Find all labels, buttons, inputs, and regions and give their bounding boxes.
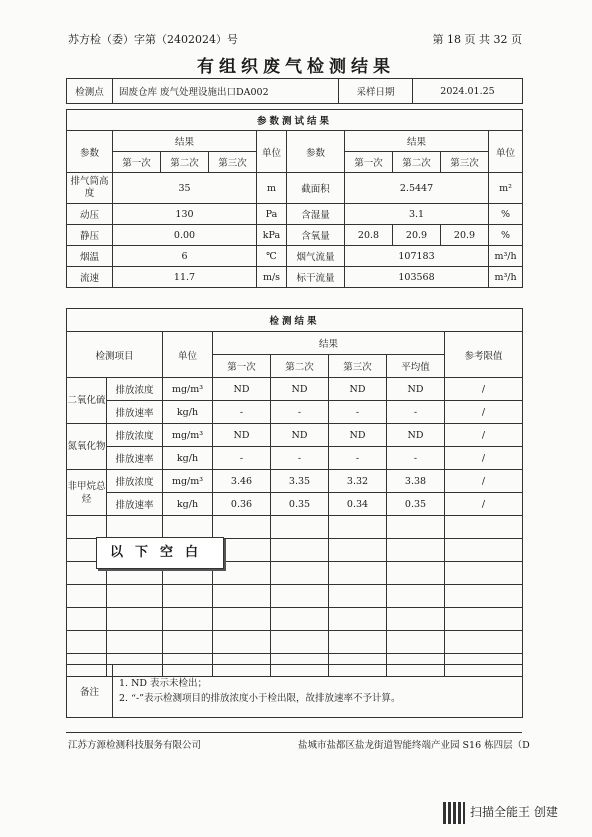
result-type: 排放速率 [107, 447, 163, 470]
param-name: 含氧量 [287, 225, 345, 246]
note-line-2: 2. “-”表示检测项目的排放浓度小于检出限，故排放速率不予计算。 [119, 693, 401, 704]
result-v1: ND [213, 378, 271, 401]
pollutant-name: 二氧化硫 [67, 378, 107, 424]
result-avg: - [387, 401, 445, 424]
params-h-second-right: 第二次 [393, 152, 441, 173]
result-limit: / [445, 401, 523, 424]
result-avg: 3.38 [387, 470, 445, 493]
param-value: 103568 [345, 267, 489, 288]
params-h-unit-right: 单位 [489, 131, 523, 173]
result-v2: 0.35 [271, 493, 329, 516]
param-unit: % [489, 225, 523, 246]
result-unit: mg/m³ [163, 470, 213, 493]
params-h-third-right: 第三次 [441, 152, 489, 173]
param-value: 20.8 [345, 225, 393, 246]
note-line-1: 1. ND 表示未检出； [119, 678, 208, 689]
result-v2: ND [271, 424, 329, 447]
results-h-second: 第二次 [271, 355, 329, 378]
result-v3: - [329, 447, 387, 470]
result-avg: 0.35 [387, 493, 445, 516]
params-h-first-left: 第一次 [113, 152, 161, 173]
params-h-param-left: 参数 [67, 131, 113, 173]
date-value: 2024.01.25 [413, 79, 523, 104]
param-unit: m/s [257, 267, 287, 288]
result-avg: - [387, 447, 445, 470]
params-h-third-left: 第三次 [209, 152, 257, 173]
results-h-first: 第一次 [213, 355, 271, 378]
param-unit: kPa [257, 225, 287, 246]
scanner-watermark [442, 803, 558, 820]
params-h-first-right: 第一次 [345, 152, 393, 173]
result-v2: - [271, 401, 329, 424]
result-v3: 0.34 [329, 493, 387, 516]
param-unit: m³/h [489, 267, 523, 288]
result-v3: - [329, 401, 387, 424]
footer-rule [66, 732, 522, 733]
result-v1: - [213, 401, 271, 424]
blank-stamp: 以下空白 [96, 537, 224, 569]
result-v3: 3.32 [329, 470, 387, 493]
param-unit: m³/h [489, 246, 523, 267]
param-unit: ℃ [257, 246, 287, 267]
params-h-result-left: 结果 [113, 131, 257, 152]
param-value: 6 [113, 246, 257, 267]
result-unit: kg/h [163, 493, 213, 516]
pollutant-name: 非甲烷总烃 [67, 470, 107, 516]
result-v1: 0.36 [213, 493, 271, 516]
param-name: 截面积 [287, 173, 345, 204]
params-h-param-right: 参数 [287, 131, 345, 173]
param-name: 烟温 [67, 246, 113, 267]
param-name: 动压 [67, 204, 113, 225]
result-limit: / [445, 378, 523, 401]
results-section-title: 检测结果 [67, 309, 523, 332]
result-v2: - [271, 447, 329, 470]
param-value: 2.5447 [345, 173, 489, 204]
result-unit: mg/m³ [163, 424, 213, 447]
company-address: 盐城市盐都区盐龙街道智能终端产业园 S16 栋四层（D [298, 740, 530, 751]
result-limit: / [445, 447, 523, 470]
result-type: 排放速率 [107, 401, 163, 424]
param-name: 标干流量 [287, 267, 345, 288]
result-v1: - [213, 447, 271, 470]
result-avg: ND [387, 378, 445, 401]
params-h-unit-left: 单位 [257, 131, 287, 173]
param-name: 含湿量 [287, 204, 345, 225]
params-table [66, 109, 523, 288]
result-unit: kg/h [163, 401, 213, 424]
param-value: 20.9 [393, 225, 441, 246]
param-name: 静压 [67, 225, 113, 246]
param-value: 11.7 [113, 267, 257, 288]
result-avg: ND [387, 424, 445, 447]
param-value: 130 [113, 204, 257, 225]
results-h-third: 第三次 [329, 355, 387, 378]
results-table [66, 308, 523, 677]
results-h-limit: 参考限值 [445, 332, 523, 378]
notes-content [113, 665, 523, 718]
result-type: 排放浓度 [107, 470, 163, 493]
result-v3: ND [329, 378, 387, 401]
results-h-unit: 单位 [163, 332, 213, 378]
result-unit: mg/m³ [163, 378, 213, 401]
pollutant-name: 氮氧化物 [67, 424, 107, 470]
result-v2: ND [271, 378, 329, 401]
param-unit: Pa [257, 204, 287, 225]
result-v3: ND [329, 424, 387, 447]
result-v1: ND [213, 424, 271, 447]
result-v1: 3.46 [213, 470, 271, 493]
param-name: 流速 [67, 267, 113, 288]
param-name: 排气筒高度 [67, 173, 113, 204]
param-name: 烟气流量 [287, 246, 345, 267]
notes-label: 备注 [67, 665, 113, 718]
result-type: 排放浓度 [107, 378, 163, 401]
results-h-result: 结果 [213, 332, 445, 355]
result-v2: 3.35 [271, 470, 329, 493]
param-unit: % [489, 204, 523, 225]
report-number: 苏方检（委）字第（2402024）号 [68, 33, 238, 46]
page-info: 第 18 页 共 32 页 [432, 33, 522, 46]
result-unit: kg/h [163, 447, 213, 470]
param-value: 107183 [345, 246, 489, 267]
result-type: 排放速率 [107, 493, 163, 516]
param-unit: m [257, 173, 287, 204]
results-h-item: 检测项目 [67, 332, 163, 378]
result-type: 排放浓度 [107, 424, 163, 447]
page-title: 有组织废气检测结果 [197, 57, 395, 77]
param-value: 20.9 [441, 225, 489, 246]
watermark-text: 扫描全能王 创建 [470, 805, 558, 819]
params-section-title: 参数测试结果 [67, 110, 523, 131]
params-h-result-right: 结果 [345, 131, 489, 152]
param-value: 0.00 [113, 225, 257, 246]
notes-table [66, 664, 523, 718]
result-limit: / [445, 424, 523, 447]
date-label: 采样日期 [339, 79, 413, 104]
site-value: 固废仓库 废气处理设施出口DA002 [113, 79, 339, 104]
result-limit: / [445, 470, 523, 493]
result-limit: / [445, 493, 523, 516]
site-label: 检测点 [67, 79, 113, 104]
params-h-second-left: 第二次 [161, 152, 209, 173]
site-table [66, 78, 523, 104]
param-unit: m² [489, 173, 523, 204]
results-h-avg: 平均值 [387, 355, 445, 378]
param-value: 35 [113, 173, 257, 204]
company-name: 江苏方源检测科技服务有限公司 [68, 740, 202, 751]
param-value: 3.1 [345, 204, 489, 225]
